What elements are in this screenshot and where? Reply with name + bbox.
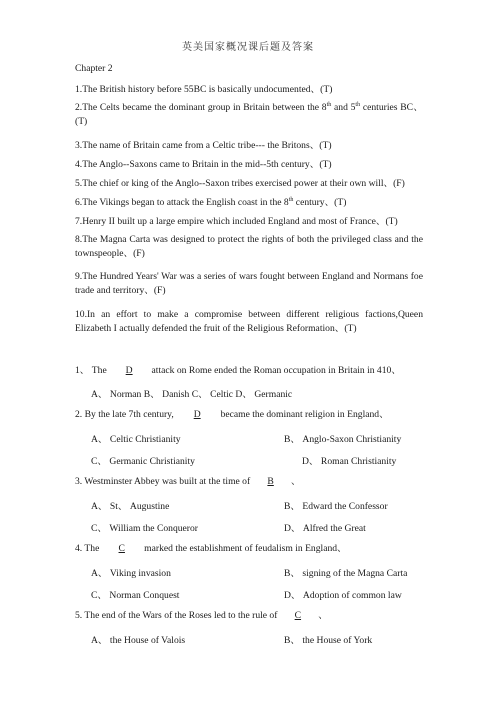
mc-option: C、 Norman Conquest: [91, 590, 180, 601]
mc-option: D、 Alfred the Great: [284, 523, 366, 534]
answer-blank: D: [125, 365, 133, 376]
mc-option: B、 the House of York: [284, 635, 373, 646]
mc-question: 4. The C marked the establishment of feudalism in England、: [75, 543, 347, 554]
answer-blank: C: [294, 610, 302, 621]
answer-blank: C: [118, 543, 125, 554]
tf-item: 4.The Anglo--Saxons came to Britain in the mid--5th century、(T): [75, 159, 332, 170]
chapter-heading: Chapter 2: [75, 63, 113, 74]
tf-item: 10.In an effort to make a compromise between different religious factions,Queen Elizabeth I actually defended the fruit of the Religious Reformation、(T): [75, 309, 423, 334]
mc-question: 1、 The D attack on Rome ended the Roman occupation in Britain in 410、: [75, 365, 401, 376]
mc-question: 5. The end of the Wars of the Roses led to the rule of C 、: [75, 610, 328, 621]
mc-option: C、 William the Conqueror: [91, 523, 198, 534]
mc-option: A、 St、 Augustine: [91, 501, 170, 512]
mc-options-inline: A、 Norman B、 Danish C、 Celtic D、 Germanic: [91, 389, 293, 400]
answer-blank: D: [193, 409, 201, 420]
mc-option: A、 the House of Valois: [91, 635, 186, 646]
answer-blank: B: [267, 476, 274, 487]
mc-question: 3. Westminster Abbey was built at the time of B 、: [75, 476, 301, 487]
tf-item: 3.The name of Britain came from a Celtic tribe--- the Britons、(T): [75, 140, 332, 151]
mc-question: 2. By the late 7th century, D became the dominant religion in England、: [75, 409, 389, 420]
mc-option: C、 Germanic Christianity: [91, 456, 195, 467]
tf-item: 7.Henry II built up a large empire which included England and most of France、(T): [75, 216, 398, 227]
tf-item: 2.The Celts became the dominant group in Britain between the 8th and 5th centuries BC、(T): [75, 101, 423, 127]
mc-option: B、 signing of the Magna Carta: [284, 568, 408, 579]
mc-option: D、 Adoption of common law: [284, 590, 402, 601]
tf-item: 9.The Hundred Years' War was a series of wars fought between England and Normans foe trade and territory、(F): [75, 271, 423, 296]
mc-option: A、 Viking invasion: [91, 568, 171, 579]
mc-option: B、 Edward the Confessor: [284, 501, 388, 512]
mc-option: A、 Celtic Christianity: [91, 434, 181, 445]
tf-item: 5.The chief or king of the Anglo--Saxon tribes exercised power at their own will、(F): [75, 178, 405, 189]
page-header: 英美国家概况课后题及答案: [182, 42, 314, 53]
mc-option: D、 Roman Christianity: [302, 456, 397, 467]
tf-item: 8.The Magna Carta was designed to protect the rights of both the privileged class and the townspeople、(F): [75, 234, 423, 259]
mc-option: B、 Anglo-Saxon Christianity: [284, 434, 402, 445]
tf-item: 6.The Vikings began to attack the English coast in the 8th century、(T): [75, 196, 347, 208]
tf-item: 1.The British history before 55BC is basically undocumented、(T): [75, 84, 333, 95]
